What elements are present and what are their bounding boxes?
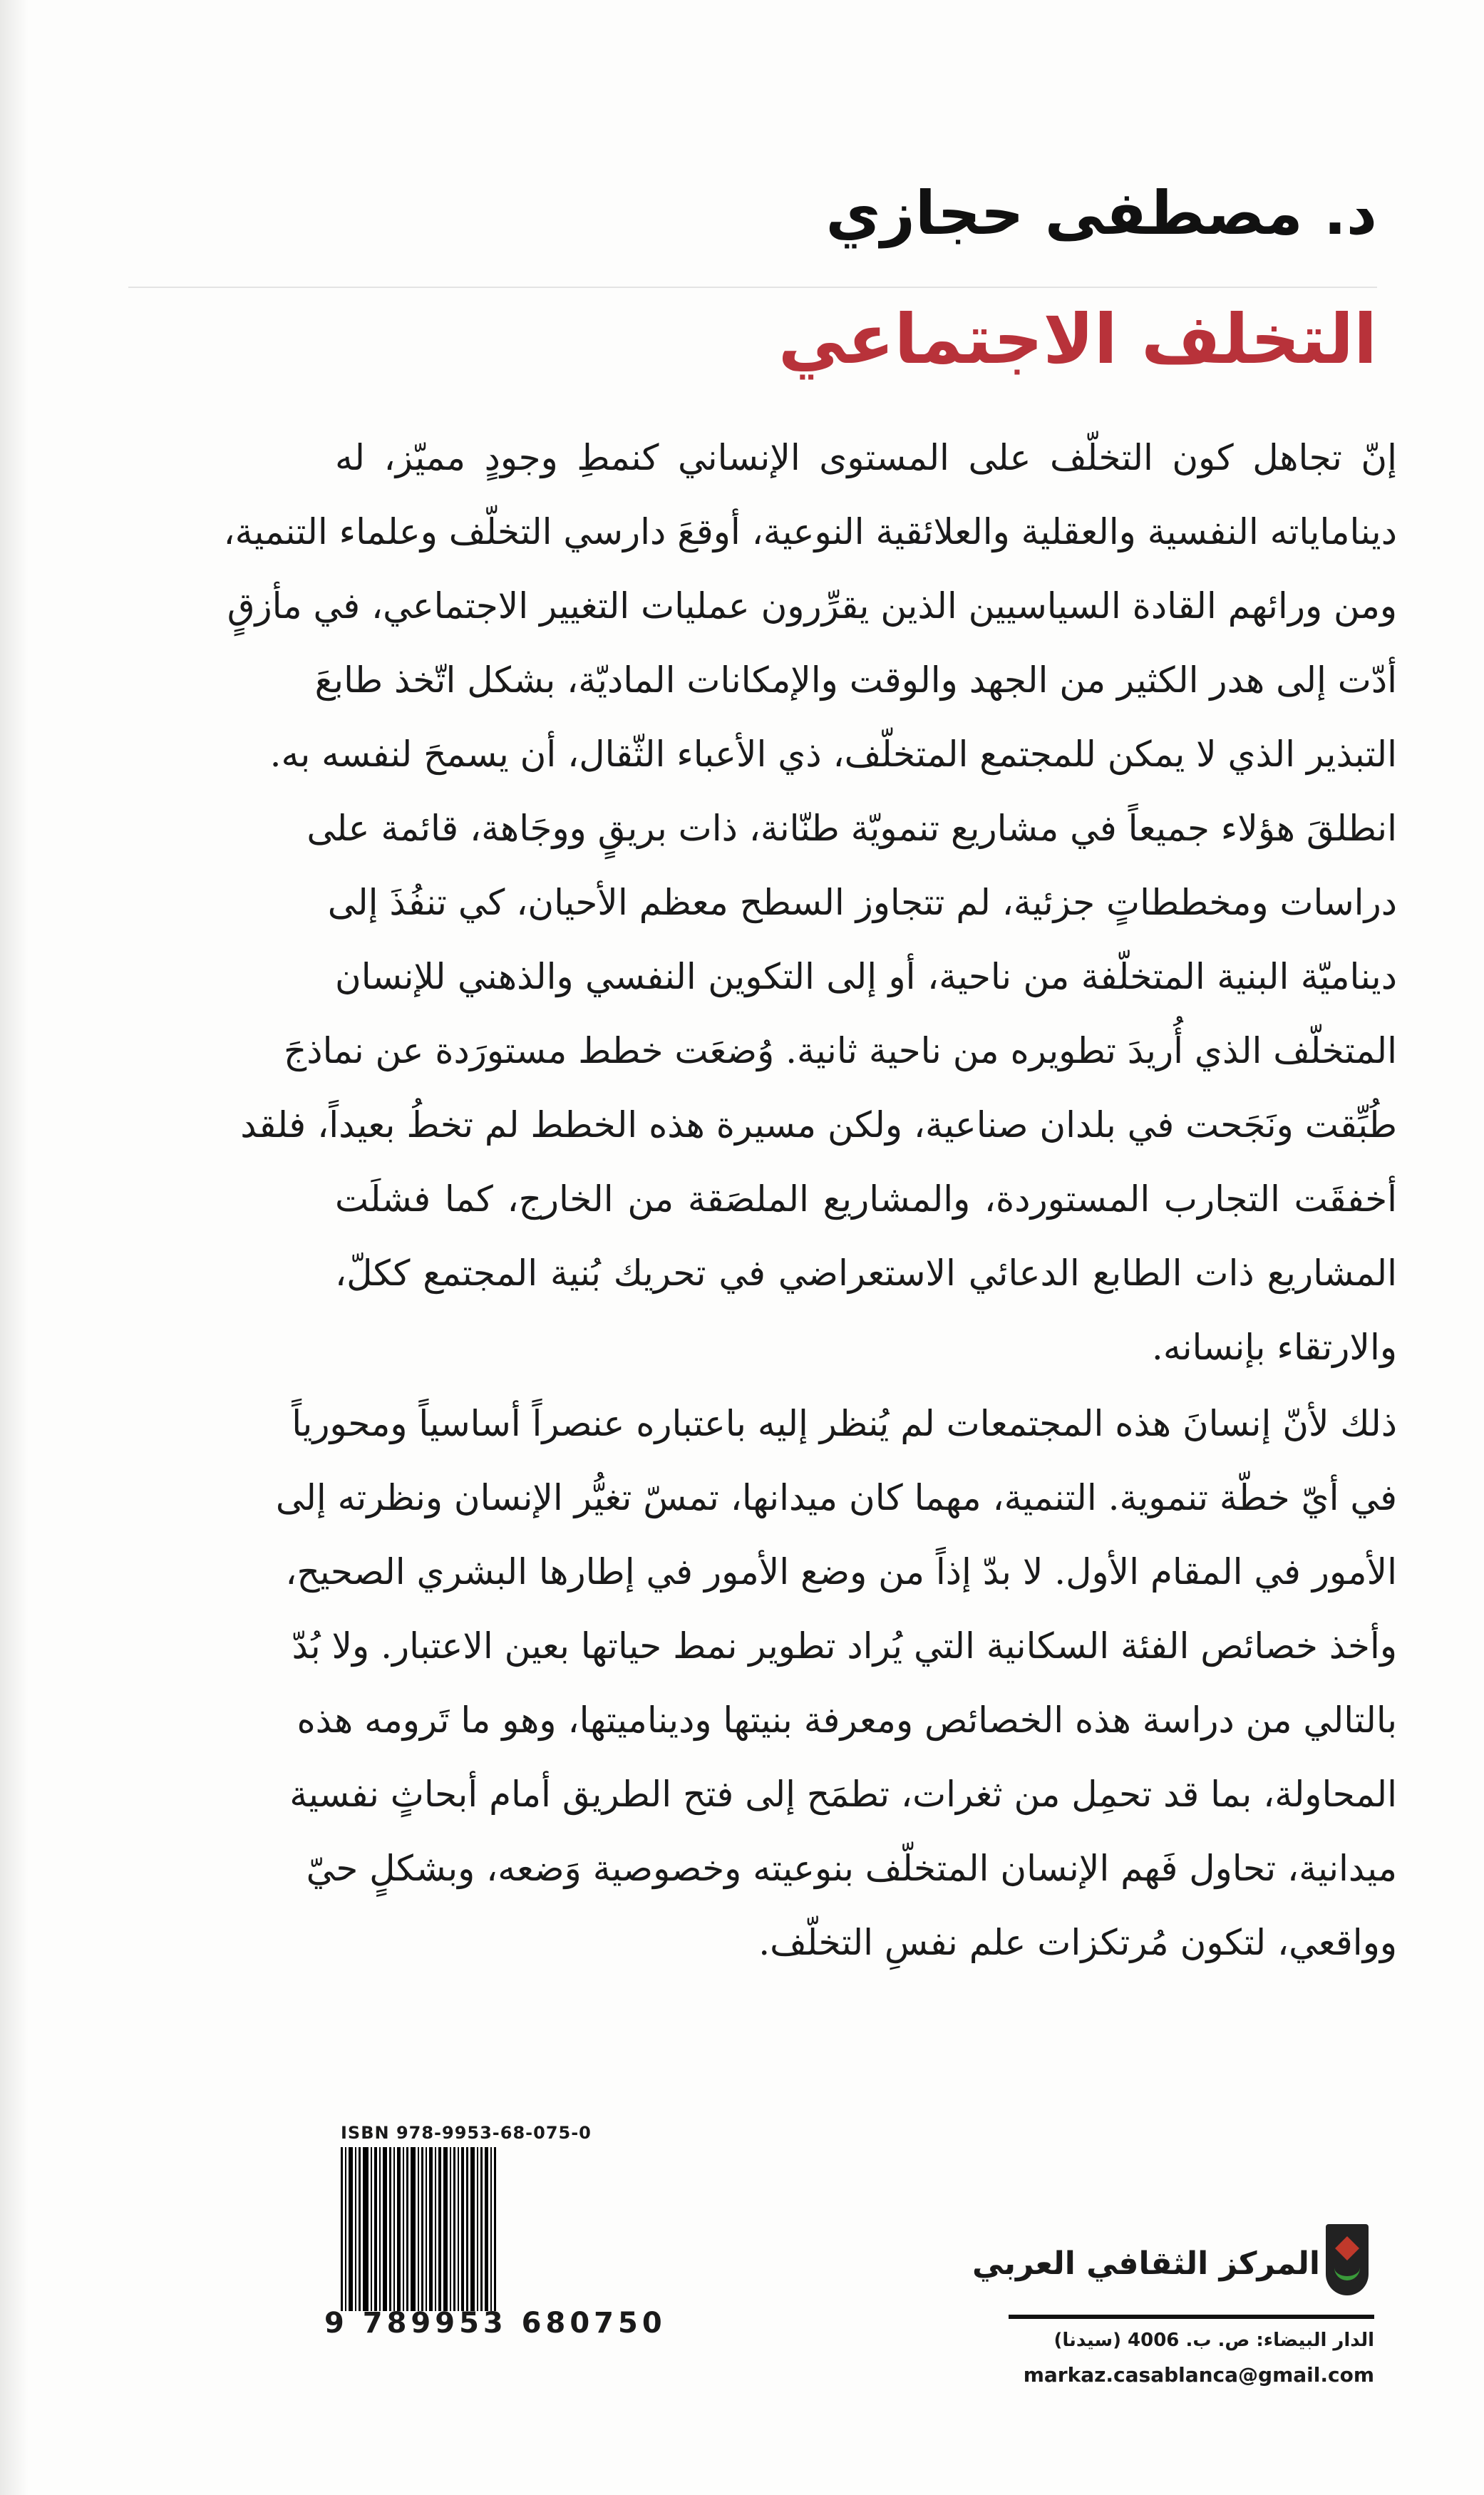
barcode-icon <box>341 2147 562 2311</box>
publisher-logo-icon <box>1326 2224 1369 2295</box>
barcode-bar <box>458 2147 459 2311</box>
barcode-bar <box>374 2147 377 2311</box>
barcode-bar <box>359 2147 361 2311</box>
barcode-bar <box>349 2147 353 2311</box>
barcode-bar <box>393 2147 395 2311</box>
barcode-bar <box>397 2147 401 2311</box>
publisher-address: الدار البيضاء: ص. ب. 4006 (سيدنا) <box>1053 2330 1374 2351</box>
barcode-bar <box>389 2147 391 2311</box>
blurb-line: ديناماياته النفسية والعقلية والعلائقية النوعية، أوقعَ دارسي التخلّف وعلماء التنمية، <box>223 511 1397 552</box>
barcode-bar <box>355 2147 356 2311</box>
barcode-bar <box>470 2147 475 2311</box>
blurb-line: وأخذ خصائص الفئة السكانية التي يُراد تطوير نمط حياتها بعين الاعتبار. ولا بُدّ <box>292 1625 1397 1667</box>
barcode-bar <box>435 2147 436 2311</box>
barcode-bar <box>466 2147 468 2311</box>
barcode-bar <box>345 2147 346 2311</box>
barcode-bar <box>443 2147 448 2311</box>
blurb-line: انطلقَ هؤلاء جميعاً في مشاريع تنمويّة طنّانة، ذات بريقٍ ووجَاهة، قائمة على <box>306 808 1397 849</box>
blurb-line: الأمور في المقام الأول. لا بدّ إذاً من وضع الأمور في إطارها البشري الصحيح، <box>285 1551 1397 1593</box>
barcode-bar <box>363 2147 369 2311</box>
barcode-bar <box>429 2147 433 2311</box>
author-name: د. مصطفى حجازي <box>825 178 1377 248</box>
publisher-name: المركز الثقافي العربي <box>972 2246 1320 2282</box>
blurb-line: المحاولة، بما قد تحمِل من ثغرات، تطمَح إلى فتح الطريق أمام أبحاثٍ نفسية <box>289 1774 1397 1815</box>
blurb-line: أدّت إلى هدر الكثير من الجهد والوقت والإمكانات الماديّة، بشكل اتّخذ طابعَ <box>314 659 1397 701</box>
blurb-paragraph-1 <box>223 421 1397 1384</box>
blurb-line: دراسات ومخططاتٍ جزئية، لم تتجاوز السطح معظم الأحيان، كي تنفُذَ إلى <box>327 882 1397 923</box>
blurb-line: المشاريع ذات الطابع الدعائي الاستعراضي في تحريك بُنية المجتمع ككلّ، <box>335 1252 1397 1294</box>
barcode-number: 9 789953 680750 <box>324 2307 666 2340</box>
barcode-bar <box>341 2147 343 2311</box>
cover-edge-shadow <box>0 0 29 2495</box>
barcode-bar <box>403 2147 404 2311</box>
blurb-line: ذلك لأنّ إنسانَ هذه المجتمعات لم يُنظر إليه باعتباره عنصراً أساسياً ومحورياً <box>292 1403 1397 1444</box>
barcode-bar <box>418 2147 419 2311</box>
blurb-line: والارتقاء بإنسانه. <box>1151 1327 1397 1368</box>
blurb-line: ومن ورائهم القادة السياسيين الذين يقرِّرون عمليات التغيير الاجتماعي، في مأزقٍ <box>227 585 1397 627</box>
blurb-line: ديناميّة البنية المتخلّفة من ناحية، أو إلى التكوين النفسي والذهني للإنسان <box>335 956 1397 997</box>
divider <box>128 287 1377 288</box>
blurb-line: ميدانية، تحاول فَهم الإنسان المتخلّف بنوعيته وخصوصية وَضعه، وبشكلٍ حيّ <box>306 1848 1397 1889</box>
blurb-paragraph-2 <box>275 1387 1397 1980</box>
barcode-bar <box>490 2147 492 2311</box>
blurb-line: التبذير الذي لا يمكن للمجتمع المتخلّف، ذي الأعباء الثّقال، أن يسمحَ لنفسه به. <box>269 734 1397 775</box>
barcode-bar <box>485 2147 488 2311</box>
blurb-line: المتخلّف الذي أُريدَ تطويره من ناحية ثانية. وُضعَت خطط مستورَدة عن نماذجَ <box>284 1030 1397 1071</box>
book-title: التخلف الاجتماعي <box>778 299 1377 379</box>
barcode-bar <box>379 2147 381 2311</box>
blurb-line: طُبِّقت ونَجَحت في بلدان صناعية، ولكن مسيرة هذه الخطط لم تخطُ بعيداً، فلقد <box>240 1104 1397 1146</box>
barcode-bar <box>383 2147 387 2311</box>
barcode-bar <box>477 2147 478 2311</box>
blurb-line: أخفقَت التجارب المستوردة، والمشاريع الملصَقة من الخارج، كما فشلَت <box>335 1178 1397 1220</box>
publisher-divider <box>1009 2315 1374 2319</box>
barcode-bar <box>480 2147 483 2311</box>
blurb-line: وواقعي، لتكون مُرتكزات علم نفسِ التخلّف. <box>758 1922 1397 1963</box>
blurb-line: إنّ تجاهل كون التخلّف على المستوى الإنساني كنمطِ وجودٍ مميّز، له <box>335 437 1397 478</box>
isbn-label: ISBN 978-9953-68-075-0 <box>341 2123 592 2143</box>
blurb-line: في أيّ خطّة تنموية. التنمية، مهما كان ميدانها، تمسّ تغيُّر الإنسان ونظرته إلى <box>275 1477 1397 1518</box>
barcode-bar <box>494 2147 496 2311</box>
barcode-bar <box>450 2147 451 2311</box>
barcode-bar <box>461 2147 464 2311</box>
blurb-line: بالتالي من دراسة هذه الخصائص ومعرفة بنيتها وديناميتها، وهو ما تَرومه هذه <box>297 1699 1397 1741</box>
barcode-bar <box>371 2147 372 2311</box>
barcode-bar <box>426 2147 427 2311</box>
barcode-bar <box>438 2147 441 2311</box>
barcode-bar <box>453 2147 455 2311</box>
barcode-bar <box>406 2147 408 2311</box>
barcode-bar <box>411 2147 416 2311</box>
publisher-email: markaz.casablanca@gmail.com <box>1023 2363 1374 2387</box>
barcode-bar <box>421 2147 423 2311</box>
